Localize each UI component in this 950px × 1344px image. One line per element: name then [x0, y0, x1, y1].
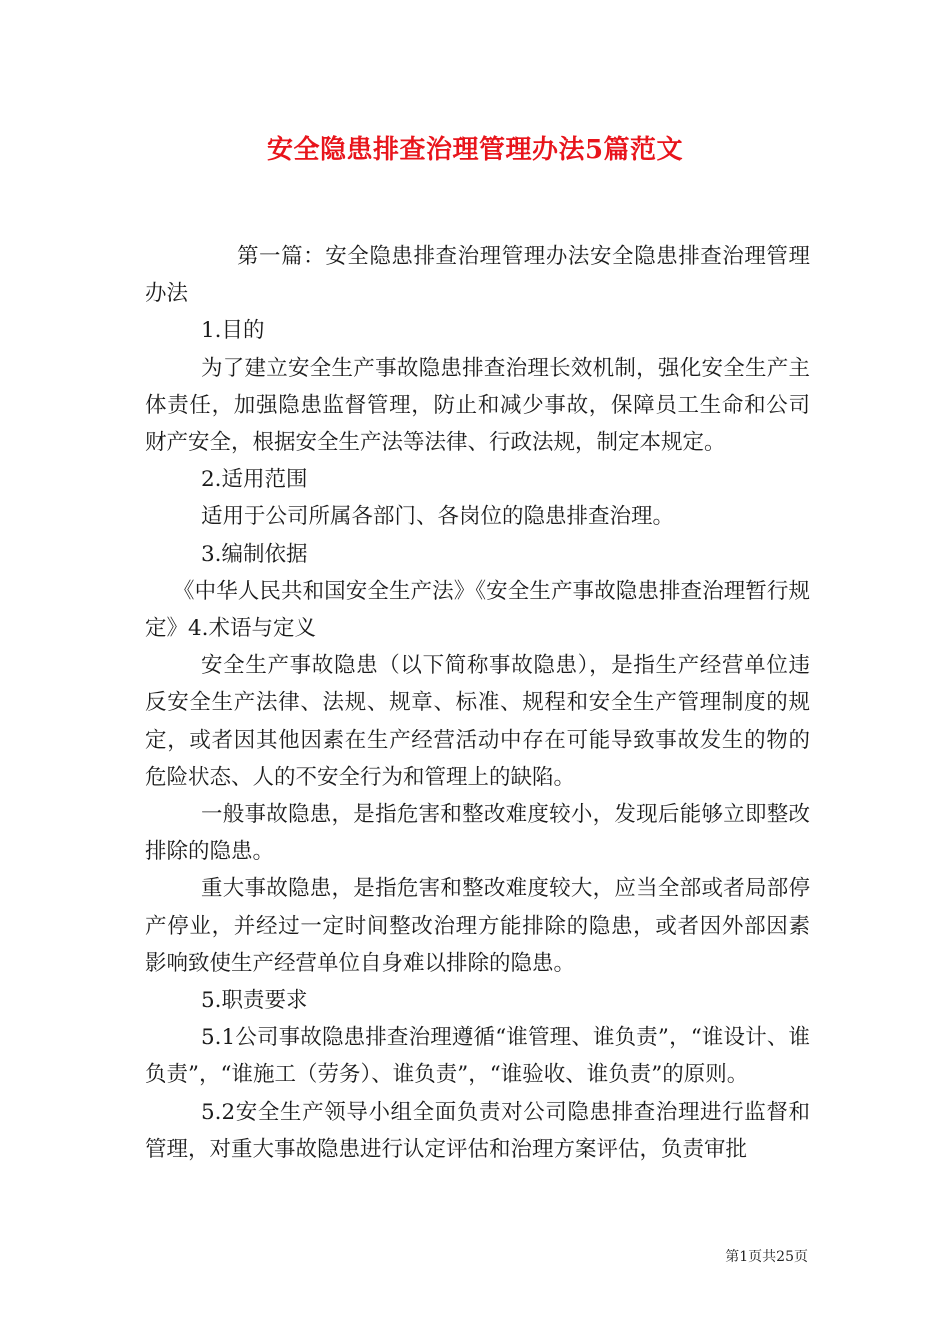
paragraph-purpose: 为了建立安全生产事故隐患排查治理长效机制，强化安全生产主体责任，加强隐患监督管理，防止和减少事故，保障员工生命和公司财产安全，根据安全生产法等法律、行政法规，制定本规定。 — [145, 355, 810, 456]
paragraph-responsibility-5-1: 5.1公司事故隐患排查治理遵循“谁管理、谁负责”，“谁设计、谁负责”，“谁施工（劳务）、谁负责”，“谁验收、谁负责”的原则。 — [145, 1025, 810, 1088]
paragraph-definition-major: 重大事故隐患，是指危害和整改难度较大，应当全部或者局部停产停业，并经过一定时间整改治理方能排除的隐患，或者因外部因素影响致使生产经营单位自身难以排除的隐患。 — [145, 876, 810, 976]
paragraph-scope: 适用于公司所属各部门、各岗位的隐患排查治理。 — [201, 504, 675, 530]
document-title: 安全隐患排查治理管理办法5篇范文 — [266, 135, 684, 165]
paragraph-basis: 《中华人民共和国安全生产法》《安全生产事故隐患排查治理暂行规定》4.术语与定义 — [145, 578, 810, 642]
section-heading-purpose: 1.目的 — [201, 318, 265, 344]
paragraph-responsibility-5-2: 5.2安全生产领导小组全面负责对公司隐患排查治理进行监督和管理，对重大事故隐患进行认定评估和治理方案评估，负责审批 — [145, 1099, 810, 1162]
document-body — [145, 238, 810, 1168]
section-heading-scope: 2.适用范围 — [201, 467, 308, 493]
paragraph-definition-hazard: 安全生产事故隐患（以下简称事故隐患），是指生产经营单位违反安全生产法律、法规、规章、标准、规程和安全生产管理制度的规定，或者因其他因素在生产经营活动中存在可能导致事故发生的物的危险状态、人的不安全行为和管理上的缺陷。 — [145, 653, 810, 790]
section-heading-responsibilities: 5.职责要求 — [201, 988, 308, 1014]
section-heading-basis: 3.编制依据 — [201, 541, 308, 567]
page-number-footer: 第1页共25页 — [725, 1249, 808, 1265]
paragraph-definition-general: 一般事故隐患，是指危害和整改难度较小，发现后能够立即整改排除的隐患。 — [145, 802, 810, 865]
paragraph-chapter-heading: 第一篇：安全隐患排查治理管理办法安全隐患排查治理管理办法 — [145, 244, 810, 307]
